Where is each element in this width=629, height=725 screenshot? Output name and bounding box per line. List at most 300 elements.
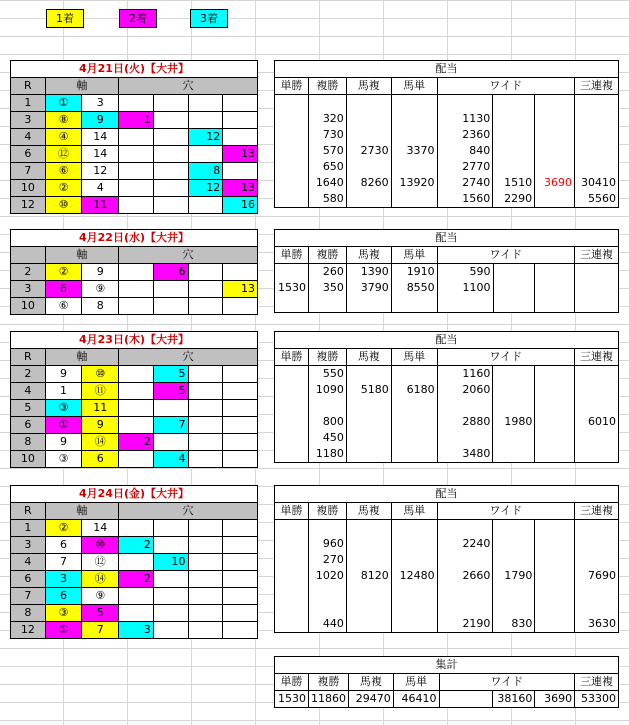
pick-cell [188,571,223,588]
payout-cell: 8120 [346,568,391,584]
place-header: 複勝 [308,349,346,366]
payout-cell [391,111,437,127]
hole-header: 穴 [119,247,258,264]
exacta-header: 馬単 [391,78,437,95]
race-row [11,112,258,129]
payout-cell [493,280,535,296]
payout-cell [437,552,493,568]
pick-cell [153,400,188,417]
payout-cell [493,159,535,175]
pick-cell: 8 [188,163,223,180]
race-row [11,400,258,417]
payout-cell [275,536,309,552]
race-row [11,95,258,112]
payout-cell [493,143,535,159]
payout-cell [308,398,346,414]
payout-cell [437,296,493,313]
pick-cell: 12 [82,163,119,180]
payout-cell [535,191,575,208]
pick-cell: 13 [223,146,258,163]
win-header: 単勝 [275,247,309,264]
race-number: 7 [11,163,46,180]
payout-cell [346,552,391,568]
pick-cell: ⑫ [82,554,119,571]
payout-cell [574,143,618,159]
payout-cell [308,600,346,616]
hole-header: 穴 [119,349,258,366]
payout-cell: 730 [308,127,346,143]
payout-cell: 350 [308,280,346,296]
payout-cell [575,520,619,537]
quinella-header: 馬複 [346,247,391,264]
pick-cell: 8 [82,298,119,315]
payout-cell: 3790 [346,280,391,296]
race-row [11,197,258,214]
race-header: R [11,78,46,95]
pick-cell: ⑭ [82,571,119,588]
race-number: 12 [11,197,46,214]
payout-cell [535,536,575,552]
summary-cell: 1530 [275,691,309,708]
payout-cell: 320 [308,111,346,127]
payout-row [275,111,619,127]
pick-cell: 5 [153,383,188,400]
pick-cell: 7 [153,417,188,434]
payout-cell [535,398,575,414]
pick-cell [223,554,258,571]
payout-cell: 2240 [437,536,493,552]
pick-cell: 2 [119,571,154,588]
pick-cell [119,400,154,417]
payout-cell [575,382,619,398]
pick-cell [153,622,188,639]
payout-cell: 800 [308,414,346,430]
payout-cell: 12480 [391,568,437,584]
pick-cell: 11 [82,197,119,214]
payout-cell [493,584,535,600]
payout-cell [493,446,535,463]
payout-cell [346,600,391,616]
summary-cell: 29470 [348,691,393,708]
payout-row [275,536,619,552]
pick-cell: 3 [119,622,154,639]
pick-cell: ④ [45,129,82,146]
payout-cell [391,552,437,568]
payout-cell: 2740 [437,175,493,191]
pick-cell: ⑩ [82,537,119,554]
pick-cell: ① [45,622,82,639]
pick-cell: 9 [82,417,119,434]
wide-header: ワイド [437,349,574,366]
pick-cell [153,112,188,129]
payout-cell [535,414,575,430]
pick-cell: 11 [82,400,119,417]
trio-header: 三連複 [575,349,619,366]
payout-cell [275,111,309,127]
pick-cell [119,298,154,315]
payout-cell [346,446,391,463]
payout-cell [346,95,391,112]
payout-cell [275,398,309,414]
payout-table-day1 [274,60,619,208]
payout-cell [535,430,575,446]
pick-cell: 9 [82,112,119,129]
pick-cell [223,588,258,605]
pick-cell [119,180,154,197]
pick-cell [153,281,188,298]
pick-cell [119,451,154,468]
place-header: 複勝 [308,674,348,691]
race-header: R [11,503,46,520]
payout-cell: 580 [308,191,346,208]
payout-title: 配当 [275,332,619,349]
payout-cell [535,552,575,568]
race-row [11,383,258,400]
payout-cell: 570 [308,143,346,159]
pick-cell: ⑭ [82,434,119,451]
race-number: 2 [11,264,46,281]
pick-cell [153,434,188,451]
pick-cell: 6 [82,451,119,468]
legend-1: 1着 [46,9,84,28]
payout-cell [437,520,493,537]
pick-cell: 4 [82,180,119,197]
pick-cell: 12 [188,180,223,197]
payout-cell: 3370 [391,143,437,159]
pick-cell [119,554,154,571]
payout-cell [275,264,309,281]
payout-cell: 1510 [493,175,535,191]
payout-cell [391,536,437,552]
pick-cell [119,588,154,605]
payout-row [275,159,619,175]
race-row [11,163,258,180]
pick-cell [223,571,258,588]
payout-cell [308,95,346,112]
payout-cell: 6180 [391,382,437,398]
pick-cell [188,366,223,383]
payout-cell: 5560 [574,191,618,208]
pick-cell [119,163,154,180]
payout-table-day3 [274,331,619,463]
payout-cell [493,127,535,143]
payout-cell: 2060 [437,382,493,398]
pick-cell [119,146,154,163]
summary-cell: 3690 [535,691,575,708]
payout-cell: 1090 [308,382,346,398]
trio-header: 三連複 [574,247,618,264]
day-title: 4月23日(木)【大井】 [11,332,258,349]
pick-cell [153,146,188,163]
payout-cell [574,264,618,281]
summary-title: 集計 [275,657,619,674]
race-number: 3 [11,112,46,129]
payout-cell [391,159,437,175]
payout-row [275,520,619,537]
payout-row [275,127,619,143]
pick-cell: 6 [153,264,188,281]
race-number: 12 [11,622,46,639]
pick-cell: 1 [119,112,154,129]
payout-cell [346,430,391,446]
payout-cell: 7690 [575,568,619,584]
pick-cell: ② [45,520,82,537]
pick-cell: ⑥ [45,298,82,315]
payout-cell [275,159,309,175]
payout-cell [574,296,618,313]
payout-cell [391,414,437,430]
race-row [11,537,258,554]
payout-cell [275,616,309,633]
payout-cell [493,552,535,568]
pick-cell [223,163,258,180]
summary-table [274,656,619,708]
payout-cell [575,398,619,414]
race-row [11,554,258,571]
pick-cell [153,163,188,180]
wide-header: ワイド [439,674,575,691]
race-number: 6 [11,417,46,434]
pick-cell: ③ [45,400,82,417]
payout-cell: 13920 [391,175,437,191]
pick-cell [188,554,223,571]
payout-cell [437,600,493,616]
pick-cell: ① [45,417,82,434]
pick-cell [188,197,223,214]
payout-cell [275,366,309,383]
payout-cell [575,536,619,552]
race-row [11,264,258,281]
payout-cell [535,159,575,175]
pick-cell: ⑥ [45,163,82,180]
race-picks-table-day1 [10,60,258,214]
payout-cell: 590 [437,264,493,281]
payout-cell [346,616,391,633]
payout-table-day2 [274,229,619,313]
pick-cell [188,95,223,112]
pick-cell [153,571,188,588]
pick-cell [188,520,223,537]
payout-cell [575,366,619,383]
pick-cell [119,281,154,298]
pick-cell [223,264,258,281]
payout-title: 配当 [275,61,619,78]
race-number: 10 [11,451,46,468]
payout-cell [535,600,575,616]
race-row [11,129,258,146]
payout-cell: 960 [308,536,346,552]
win-header: 単勝 [275,503,309,520]
payout-cell [535,111,575,127]
payout-cell [391,430,437,446]
pick-cell [119,197,154,214]
pick-cell [119,383,154,400]
pick-cell: ② [45,264,82,281]
payout-cell [535,95,575,112]
race-header: R [11,349,46,366]
hole-header: 穴 [119,503,258,520]
summary-row [275,691,619,708]
payout-cell [275,520,309,537]
axis-header: 軸 [45,247,118,264]
race-number: 3 [11,537,46,554]
payout-cell [346,398,391,414]
race-number: 1 [11,95,46,112]
pick-cell [188,605,223,622]
race-row [11,622,258,639]
payout-cell [275,568,309,584]
pick-cell [188,434,223,451]
pick-cell: 9 [82,264,119,281]
pick-cell: ② [45,180,82,197]
pick-cell: 3 [82,95,119,112]
race-number: 2 [11,366,46,383]
payout-cell [493,536,535,552]
pick-cell [188,264,223,281]
payout-cell [275,552,309,568]
trio-header: 三連複 [575,503,619,520]
payout-cell: 1530 [275,280,309,296]
payout-cell [346,191,391,208]
payout-cell: 2660 [437,568,493,584]
payout-cell [275,95,309,112]
race-row [11,588,258,605]
payout-cell [535,127,575,143]
payout-cell [493,264,535,281]
pick-cell: ⑩ [45,197,82,214]
pick-cell [188,451,223,468]
payout-cell [275,143,309,159]
payout-cell [535,446,575,463]
win-header: 単勝 [275,674,309,691]
pick-cell: 16 [223,197,258,214]
payout-cell [575,552,619,568]
exacta-header: 馬単 [391,247,437,264]
race-row [11,180,258,197]
race-row [11,451,258,468]
payout-cell: 5180 [346,382,391,398]
race-number: 3 [11,281,46,298]
payout-cell [437,95,493,112]
pick-cell [188,537,223,554]
pick-cell [223,417,258,434]
payout-cell [535,520,575,537]
payout-cell: 30410 [574,175,618,191]
payout-row [275,264,619,281]
payout-cell [275,127,309,143]
race-number: 5 [11,400,46,417]
pick-cell: 10 [153,554,188,571]
payout-cell [493,520,535,537]
summary-cell: 53300 [575,691,619,708]
exacta-header: 馬単 [391,503,437,520]
payout-row [275,568,619,584]
pick-cell [119,129,154,146]
payout-row [275,143,619,159]
payout-row [275,95,619,112]
race-number: 4 [11,383,46,400]
payout-cell [493,95,535,112]
pick-cell [223,400,258,417]
payout-cell [308,520,346,537]
payout-cell [391,584,437,600]
pick-cell: 5 [82,605,119,622]
payout-cell [275,191,309,208]
race-picks-table-day2 [10,229,258,315]
payout-row [275,584,619,600]
pick-cell: 14 [82,129,119,146]
place-header: 複勝 [308,247,346,264]
payout-cell [574,95,618,112]
pick-cell: 6 [45,281,82,298]
pick-cell [153,180,188,197]
payout-cell [391,600,437,616]
exacta-header: 馬単 [391,349,437,366]
quinella-header: 馬複 [346,349,391,366]
pick-cell [153,197,188,214]
exacta-header: 馬単 [393,674,439,691]
payout-cell [493,398,535,414]
payout-cell [535,264,575,281]
payout-cell: 450 [308,430,346,446]
race-number: 10 [11,298,46,315]
payout-cell [391,520,437,537]
race-row [11,605,258,622]
wide-header: ワイド [437,78,574,95]
summary-cell: 38160 [493,691,535,708]
pick-cell [223,95,258,112]
payout-cell [437,584,493,600]
payout-cell [535,382,575,398]
pick-cell: 7 [45,554,82,571]
payout-cell: 550 [308,366,346,383]
payout-row [275,414,619,430]
payout-cell: 8550 [391,280,437,296]
payout-cell [535,616,575,633]
payout-cell [275,296,309,313]
pick-cell: ① [45,95,82,112]
pick-cell [188,281,223,298]
payout-cell: 3690 [535,175,575,191]
payout-cell: 1910 [391,264,437,281]
payout-cell [493,296,535,313]
payout-cell [391,95,437,112]
payout-cell: 1790 [493,568,535,584]
pick-cell: 9 [45,366,82,383]
payout-cell [275,430,309,446]
pick-cell: 13 [223,281,258,298]
payout-cell [575,430,619,446]
payout-cell [574,127,618,143]
pick-cell: 2 [119,537,154,554]
pick-cell: ⑨ [82,588,119,605]
race-row [11,298,258,315]
payout-cell [308,296,346,313]
payout-cell [535,296,575,313]
payout-cell [275,414,309,430]
payout-cell [575,584,619,600]
pick-cell [188,400,223,417]
wide-header: ワイド [437,503,574,520]
race-row [11,434,258,451]
pick-cell: 3 [45,571,82,588]
payout-cell [437,430,493,446]
trio-header: 三連複 [574,78,618,95]
payout-cell: 270 [308,552,346,568]
race-row [11,571,258,588]
pick-cell: 5 [153,366,188,383]
wide-header: ワイド [437,247,574,264]
